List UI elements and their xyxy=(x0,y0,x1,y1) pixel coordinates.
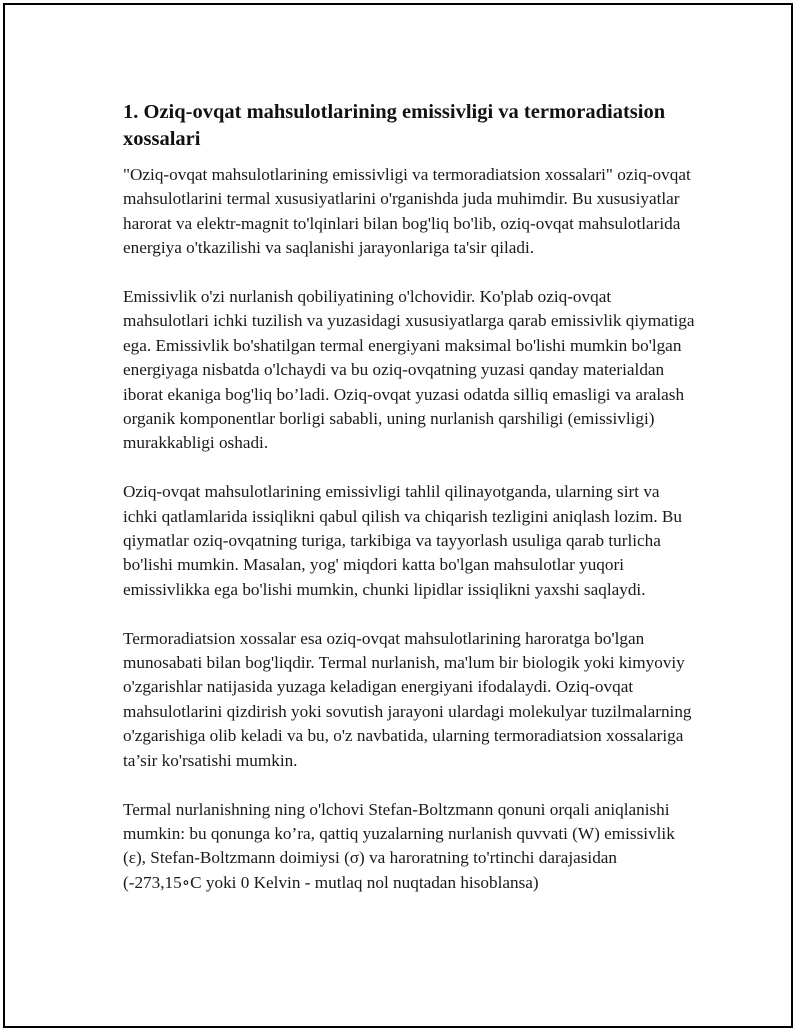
page-frame xyxy=(3,3,793,1028)
paragraph-emissivity: Emissivlik o'zi nurlanish qobiliyatining o'lchovidir. Ko'plab oziq-ovqat mahsulotlari ichki tuzilish va yuzasidagi xususiyatlarga qarab emissivlik qiymatiga ega. Emissivlik bo'shatilgan termal energiyani maksimal bo'lishi mumkin bo'lgan energiyaga nisbatda o'lchaydi va bu oziq-ovqatning yuzasi qanday materialdan iborat ekaniga bog'liq bo’ladi. Oziq-ovqat yuzasi odatda silliq emasligi va aralash organik komponentlar borligi sababli, uning nurlanish qarshiligi (emissivligi) murakkabligi oshadi. xyxy=(123,287,695,453)
document-title: 1. Oziq-ovqat mahsulotlarining emissivligi va termoradiatsion xossalari xyxy=(123,101,666,150)
paragraph-stefan-boltzmann: Termal nurlanishning ning o'lchovi Stefan-Boltzmann qonuni orqali aniqlanishi mumkin: bu qonunga ko’ra, qattiq yuzalarning nurlanish quvvati (W) emissivlik (ε), Stefan-Boltzmann doimiysi (σ) va haroratning to'rtinchi darajasidan (-273,15∘C yoki 0 Kelvin - mutlaq nol nuqtadan hisoblansa) xyxy=(123,799,675,892)
paragraph-intro: "Oziq-ovqat mahsulotlarining emissivligi va termoradiatsion xossalari" oziq-ovqat mahsulotlarini termal xususiyatlarini o'rganishda juda muhimdir. Bu xususiyatlar harorat va elektr-magnit to'lqinlari bilan bog'liq bo'lib, oziq-ovqat mahsulotlarida energiya o'tkazilishi va saqlanishi jarayonlariga ta'sir qiladi. xyxy=(123,165,691,258)
paragraph-thermoradiation: Termoradiatsion xossalar esa oziq-ovqat mahsulotlarining haroratga bo'lgan munosabati bilan bog'liqdir. Termal nurlanish, ma'lum bir biologik yoki kimyoviy o'zgarishlar natijasida yuzaga keladigan energiyani ifodalaydi. Oziq-ovqat mahsulotlarini qizdirish yoki sovutish jarayoni ulardagi molekulyar tuzilmalarning o'zgarishiga olib keladi va bu, o'z navbatida, ularning termoradiatsion xossalariga ta’sir ko'rsatishi mumkin. xyxy=(123,628,692,770)
paragraph-analysis: Oziq-ovqat mahsulotlarining emissivligi tahlil qilinayotganda, ularning sirt va ichki qatlamlarida issiqlikni qabul qilish va chiqarish tezligini aniqlash lozim. Bu qiymatlar oziq-ovqatning turiga, tarkibiga va tayyorlash usuliga qarab turlicha bo'lishi mumkin. Masalan, yog' miqdori katta bo'lgan mahsulotlar yuqori emissivlikka ega bo'lishi mumkin, chunki lipidlar issiqlikni yaxshi saqlaydi. xyxy=(123,482,682,599)
document-body xyxy=(123,99,695,920)
